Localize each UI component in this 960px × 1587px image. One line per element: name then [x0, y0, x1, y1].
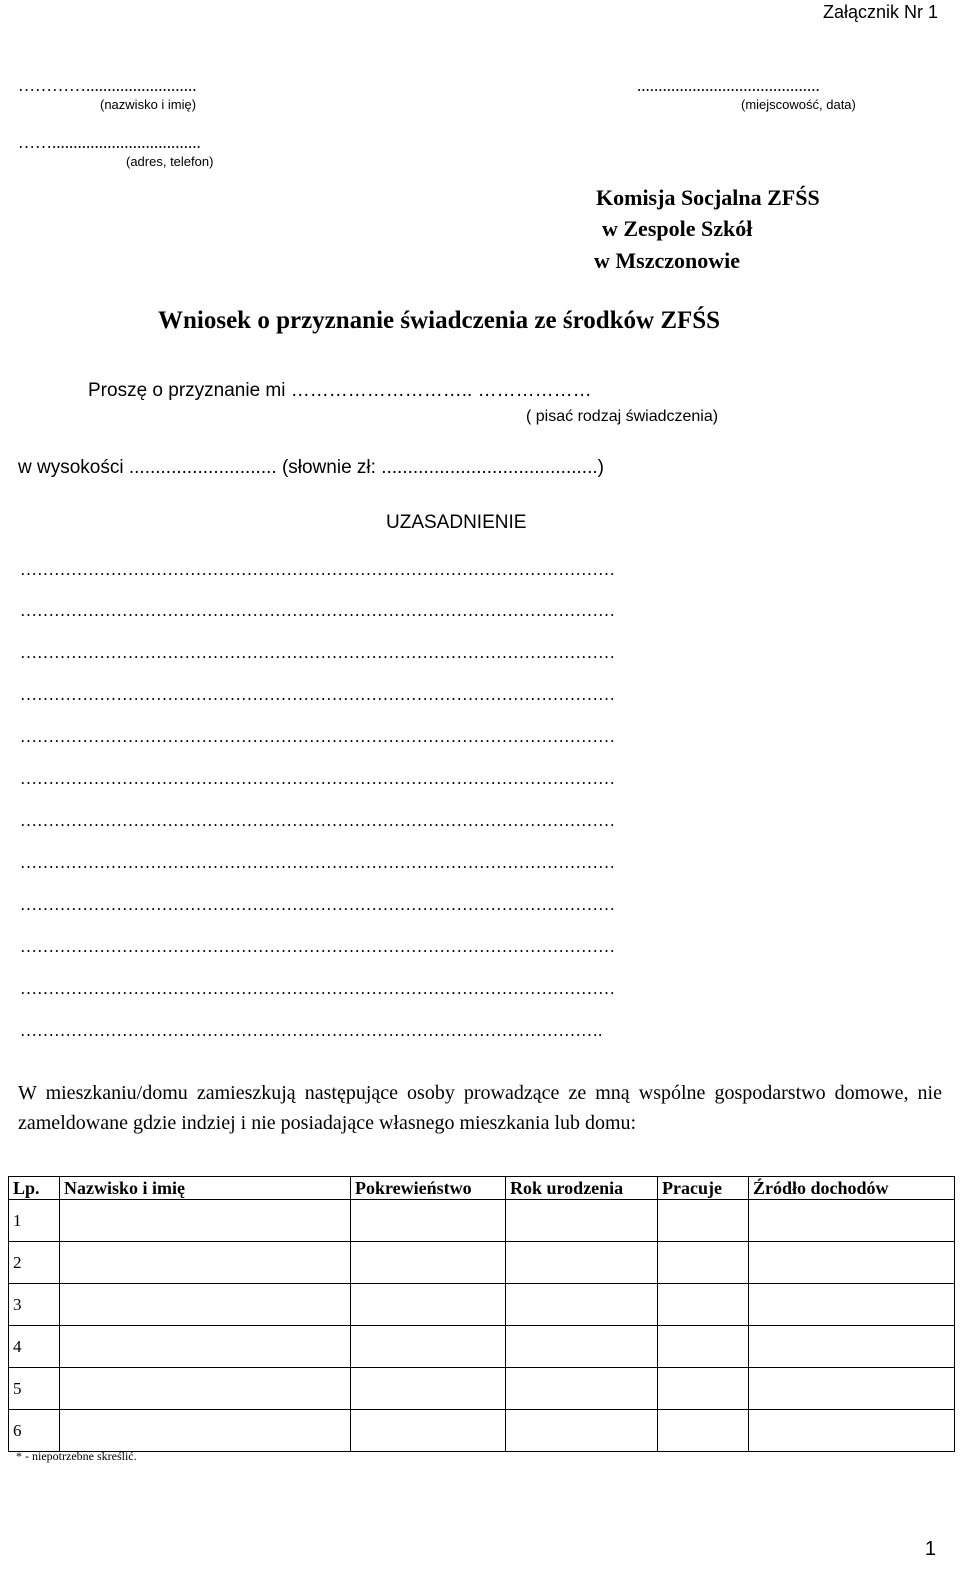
address-field-dots: ……...................................	[18, 133, 201, 152]
justification-line: ……………………………………………………………………………………………	[20, 643, 615, 662]
cell-name[interactable]	[60, 1368, 351, 1410]
attachment-label: Załącznik Nr 1	[822, 2, 938, 22]
cell-income-source[interactable]	[749, 1284, 955, 1326]
cell-lp: 4	[9, 1326, 60, 1368]
amount-line: w wysokości ............................ (słownie zł: .........................................)	[18, 457, 604, 478]
cell-lp: 2	[9, 1242, 60, 1284]
cell-income-source[interactable]	[749, 1368, 955, 1410]
name-field-dots: …………..........................	[18, 76, 197, 95]
table-row	[9, 1410, 955, 1452]
cell-birth-year[interactable]	[506, 1242, 658, 1284]
table-row	[9, 1200, 955, 1242]
cell-name[interactable]	[60, 1326, 351, 1368]
column-header-birth-year: Rok urodzenia	[506, 1177, 658, 1200]
justification-line: ……………………………………………………………………………………………	[20, 811, 615, 830]
name-caption: (nazwisko i imię)	[100, 97, 197, 112]
footnote: * - niepotrzebne skreślić.	[16, 1449, 137, 1463]
place-date-field-dots: ...........................................	[637, 76, 820, 95]
column-header-income-source: Źródło dochodów	[749, 1177, 955, 1200]
justification-line: ……………………………………………………………………………………………	[20, 979, 615, 998]
cell-birth-year[interactable]	[506, 1368, 658, 1410]
table-row	[9, 1326, 955, 1368]
cell-birth-year[interactable]	[506, 1200, 658, 1242]
justification-heading: UZASADNIENIE	[386, 512, 527, 533]
cell-name[interactable]	[60, 1200, 351, 1242]
justification-line: ……………………………………………………………………………………………	[20, 685, 615, 704]
justification-line: ……………………………………………………………………………………………	[20, 769, 615, 788]
cell-employed[interactable]	[658, 1242, 749, 1284]
cell-employed[interactable]	[658, 1368, 749, 1410]
cell-birth-year[interactable]	[506, 1326, 658, 1368]
cell-birth-year[interactable]	[506, 1284, 658, 1326]
cell-name[interactable]	[60, 1284, 351, 1326]
column-header-relationship: Pokrewieństwo	[351, 1177, 506, 1200]
cell-lp: 5	[9, 1368, 60, 1410]
justification-line: ……………………………………………………………………………………………	[20, 601, 615, 620]
cell-relationship[interactable]	[351, 1410, 506, 1452]
cell-relationship[interactable]	[351, 1242, 506, 1284]
document-title: Wniosek o przyznanie świadczenia ze środków ZFŚS	[158, 307, 721, 334]
cell-name[interactable]	[60, 1410, 351, 1452]
household-statement: W mieszkaniu/domu zamieszkują następujące osoby prowadzące ze mną wspólne gospodarstwo domowe, nie zameldowane gdzie indziej i nie posiadające własnego mieszkania lub domu:	[18, 1082, 942, 1134]
justification-line: ……………………………………………………………………………………………	[20, 895, 615, 914]
justification-line: ……………………………………………………………………………………………	[20, 560, 615, 579]
justification-line: ……………………………………………………………………………………………	[20, 937, 615, 956]
column-header-employed: Pracuje	[658, 1177, 749, 1200]
place-date-caption: (miejscowość, data)	[741, 97, 856, 112]
cell-birth-year[interactable]	[506, 1410, 658, 1452]
justification-line: ……………………………………………………………………………………………	[20, 853, 615, 872]
cell-lp: 1	[9, 1200, 60, 1242]
cell-name[interactable]	[60, 1242, 351, 1284]
table-row	[9, 1284, 955, 1326]
cell-income-source[interactable]	[749, 1410, 955, 1452]
cell-employed[interactable]	[658, 1326, 749, 1368]
table-row	[9, 1368, 955, 1410]
column-header-lp: Lp.	[9, 1177, 60, 1200]
cell-income-source[interactable]	[749, 1326, 955, 1368]
recipient-line-3: w Mszczonowie	[594, 248, 741, 273]
household-members-table	[8, 1176, 955, 1452]
request-line: Proszę o przyznanie mi ……………………….. ………………	[88, 380, 592, 401]
cell-relationship[interactable]	[351, 1326, 506, 1368]
cell-relationship[interactable]	[351, 1200, 506, 1242]
benefit-type-caption: ( pisać rodzaj świadczenia)	[526, 408, 719, 425]
recipient-line-1: Komisja Socjalna ZFŚS	[596, 185, 820, 210]
table-row	[9, 1242, 955, 1284]
column-header-name: Nazwisko i imię	[60, 1177, 351, 1200]
cell-employed[interactable]	[658, 1200, 749, 1242]
cell-relationship[interactable]	[351, 1284, 506, 1326]
cell-employed[interactable]	[658, 1410, 749, 1452]
recipient-line-2: w Zespole Szkół	[602, 216, 753, 241]
cell-lp: 6	[9, 1410, 60, 1452]
cell-income-source[interactable]	[749, 1242, 955, 1284]
page-number: 1	[924, 1538, 936, 1560]
table-header-row	[9, 1177, 955, 1200]
cell-relationship[interactable]	[351, 1368, 506, 1410]
cell-income-source[interactable]	[749, 1200, 955, 1242]
justification-line: ………………………………………………………………………………………….	[20, 1021, 603, 1040]
address-caption: (adres, telefon)	[126, 154, 214, 169]
cell-employed[interactable]	[658, 1284, 749, 1326]
cell-lp: 3	[9, 1284, 60, 1326]
justification-line: ……………………………………………………………………………………………	[20, 727, 615, 746]
